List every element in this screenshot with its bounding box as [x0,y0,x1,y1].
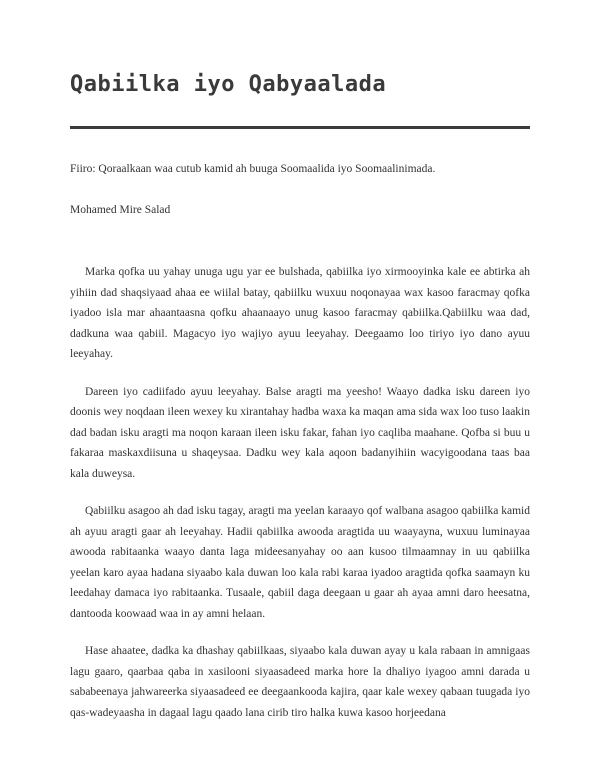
paragraph: Dareen iyo cadiifado ayuu leeyahay. Balse aragti ma yeesho! Waayo dadka isku dareen iyo doonis wey noqdaan ileen wexey ku xirantahay hadba waxa ka maqan ama sida wax loo tuso laakin dad badan isku aragti ma noqon karaan ileen isku fakar, fahan iyo caqliba maahane. Qofba si buu u fakaraa maskaxdiisuna u shaqeysaa. Dadku wey kala aqoon badanyihiin wacyigoodana taas baa kala duweysa. [70,385,530,480]
paragraph: Qabiilku asagoo ah dad isku tagay, aragti ma yeelan karaayo qof walbana asagoo qabiilka kamid ah ayuu aragti gaar ah leeyahay. Hadii qabiilka awooda aragtida uu waayayna, wuxuu luminayaa awooda rabitaanka waayo danta laga mideesanyahay oo aan kusoo tilmaamnay in uu qabiilka yeelan karo ayaa hadana siyaabo kala duwan loo kala rabi karaa iyadoo aragtida qofka saamayn ku leedahay damaca iyo rabitaanka. Tusaale, qabiil daga deegaan u gaar ah ayaa amni daro heesatna, dantooda koowaad waa in ay amni helaan. [70,505,530,620]
author-name: Mohamed Mire Salad [70,204,171,216]
article-body [70,262,530,740]
document-title: Qabiilka iyo Qabyaalada [70,72,387,97]
title-divider [70,126,530,129]
paragraph: Marka qofka uu yahay unuga ugu yar ee bulshada, qabiilka iyo xirmooyinka kale ee abtirka ah yihiin dad shaqsiyaad ahaa ee wiilal batay, qabiilku wuxuu noqonayaa wax kasoo faracmay qofka iyadoo isla mar ahaantaasna qofku ahaanaayo unug kasoo faracmay qabiilka.Qabiilku waa dad, dadkuna waa qabiil. Magacyo iyo wajiyo ayuu leeyahay. Deegaamo loo tiriyo iyo dano ayuu leeyahay. [70,266,530,360]
source-note: Fiiro: Qoraalkaan waa cutub kamid ah buuga Soomaalida iyo Soomaalinimada. [70,163,436,175]
paragraph: Hase ahaatee, dadka ka dhashay qabiilkaas, siyaabo kala duwan ayay u kala rabaan in amnigaas lagu gaaro, qaarbaa qaba in xasilooni siyaasadeed marka hore la dhaliyo iyagoo amni darada u sababeenaya jahwareerka siyaasadeed ee deegaankooda kajira, qaar kale wexey qabaan tuugada iyo qas-wadeyaasha in dagaal lagu qaado lana cirib tiro halka kuwa kasoo horjeedana [70,645,530,719]
